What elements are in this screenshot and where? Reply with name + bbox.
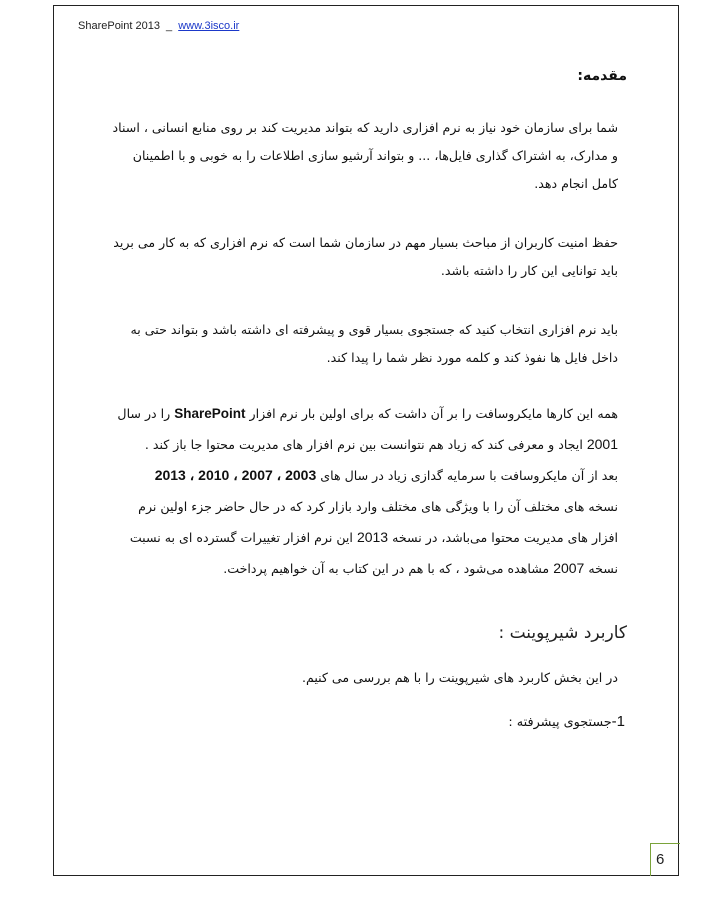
section-title-sharepoint-usage: کاربرد شیرپوینت : — [498, 623, 627, 643]
paragraph-1 — [60, 114, 618, 198]
version-years: 2003 ، 2007 ، 2010 ، 2013 — [154, 467, 317, 483]
paragraph-1-line-3: کامل انجام دهد. — [534, 176, 618, 191]
section-heading-introduction: مقدمه: — [577, 68, 627, 84]
section-intro: در این بخش کاربرد های شیرپوینت را با هم بررسی می کنیم. — [301, 670, 618, 685]
paragraph-3-line-2: داخل فایل ها نفوذ کند و کلمه مورد نظر شما را پیدا کند. — [326, 350, 618, 365]
p4-line6-text-c: مشاهده می‌شود ، که با هم در این کتاب به آن خواهیم پرداخت. — [223, 561, 550, 576]
p4-line6-text-a: نسخه — [588, 561, 618, 576]
paragraph-1-line-2: و مدارک، به اشتراک گذاری فایل‌ها، ... و بتواند آرشیو سازی اطلاعات را به خوبی و با اطمینان — [132, 148, 618, 163]
paragraph-4-line-2 — [60, 429, 618, 460]
paragraph-1-line-1: شما برای سازمان خود نیاز به نرم افزاری دارید که بتواند مدیریت کند بر روی منابع انسانی ، اسناد — [112, 120, 618, 135]
paragraph-2-line-1: حفظ امنیت کاربران از مباحث بسیار مهم در سازمان شما است که نرم افزاری که به کار می برید — [113, 235, 618, 250]
paragraph-3 — [60, 316, 618, 372]
paragraph-4 — [60, 398, 618, 584]
website-link[interactable]: www.3isco.ir — [178, 20, 240, 32]
p4-line3-text: بعد از آن مایکروسافت با سرمایه گدازی زیاد در سال های — [320, 468, 618, 483]
header-separator: _ — [166, 20, 173, 32]
paragraph-2-line-2: باید توانایی این کار را داشته باشد. — [440, 263, 618, 278]
subheading-number: 1- — [611, 713, 625, 730]
year-2007: 2007 — [553, 560, 585, 576]
header-title: SharePoint 2013 — [78, 20, 160, 32]
year-2013: 2013 — [356, 529, 389, 545]
page-border-bottom — [53, 875, 679, 876]
running-header — [78, 20, 239, 32]
paragraph-3-line-1: باید نرم افزاری انتخاب کنید که جستجوی بسیار قوی و پیشرفته ای داشته باشد و بتواند حتی به — [130, 322, 618, 337]
p4-line5-text-a: افزار های مدیریت محتوا می‌باشد، در نسخه — [392, 530, 618, 545]
p4-line5-text-c: این نرم افزار تغییرات گسترده ای به نسبت — [129, 530, 353, 545]
paragraph-4-line-1 — [60, 398, 618, 429]
page-number: 6 — [656, 851, 665, 868]
page-number-rule — [650, 843, 680, 876]
subheading-text: جستجوی پیشرفته : — [508, 715, 612, 730]
subheading-advanced-search — [508, 713, 625, 730]
paragraph-4-line-4: نسخه های مختلف آن را با ویژگی های مختلف وارد بازار کرد که در حال حاضر جزء اولین نرم — [138, 499, 618, 514]
year-2001: 2001 — [586, 436, 618, 452]
paragraph-4-line-6 — [60, 553, 618, 584]
sharepoint-term: SharePoint — [174, 406, 246, 421]
paragraph-4-line-3 — [60, 460, 618, 491]
paragraph-2 — [60, 229, 618, 285]
paragraph-4-line-5 — [60, 522, 618, 553]
p4-line1-text-a: همه این کارها مایکروسافت را بر آن داشت که برای اولین بار نرم افزار — [249, 406, 618, 421]
p4-line2-text: ایجاد و معرفی کند که زیاد هم نتوانست بین نرم افزار های مدیریت محتوا جا باز کند . — [144, 437, 583, 452]
p4-line1-text-c: را در سال — [117, 406, 171, 421]
